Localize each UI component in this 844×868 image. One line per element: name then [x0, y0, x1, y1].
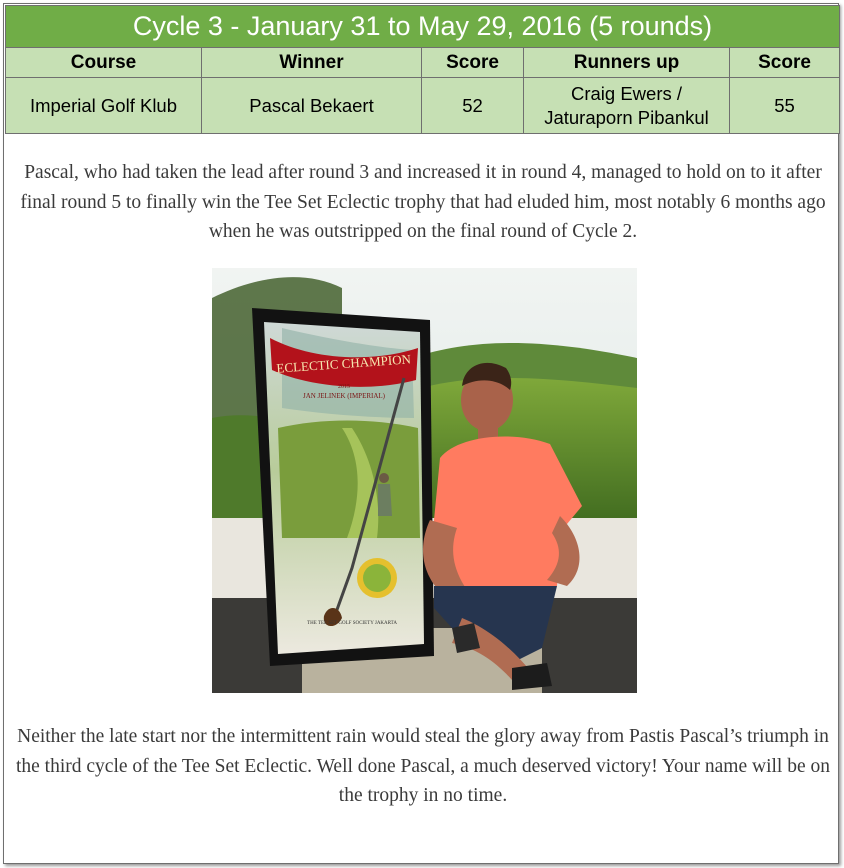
- header-winner: Winner: [202, 48, 422, 78]
- table-row: [6, 78, 840, 134]
- winner-photo: [212, 268, 637, 693]
- runners-up-line-2: Jaturaporn Pibankul: [544, 106, 709, 128]
- banner-year: 2015: [338, 384, 350, 390]
- cell-runners-up: [524, 78, 730, 134]
- cell-winner: Pascal Bekaert: [202, 78, 422, 134]
- poster-society-text: THE TEE SET GOLF SOCIETY JAKARTA: [307, 621, 397, 626]
- header-course: Course: [6, 48, 202, 78]
- header-runners-up-score: Score: [730, 48, 840, 78]
- runners-up-line-1: Craig Ewers /: [570, 82, 683, 104]
- cell-winner-score: 52: [422, 78, 524, 134]
- header-score: Score: [422, 48, 524, 78]
- banner-name: JAN JELINEK (IMPERIAL): [302, 392, 386, 400]
- cell-runners-up-score: 55: [730, 78, 840, 134]
- closing-paragraph: Neither the late start nor the intermittent rain would steal the glory away from Pastis Pascal’s triumph in the third cycle of the Tee Set Eclectic. Well done Pascal, a much deserved victory! Your name will be on the trophy in no time.: [15, 726, 830, 806]
- intro-paragraph: Pascal, who had taken the lead after round 3 and increased it in round 4, managed to hold on to it after final round 5 to finally win the Tee Set Eclectic trophy that had eluded him, most notably 6 months ago when he was outstripped on the final round of Cycle 2.: [20, 162, 826, 242]
- cell-course: Imperial Golf Klub: [6, 78, 202, 134]
- header-runners-up: Runners up: [524, 48, 730, 78]
- photo-illustration: [212, 268, 637, 693]
- cycle-title: Cycle 3 - January 31 to May 29, 2016 (5 rounds): [6, 6, 840, 48]
- results-table: [5, 5, 840, 134]
- banner-text: ECLECTIC CHAMPION: [275, 351, 412, 376]
